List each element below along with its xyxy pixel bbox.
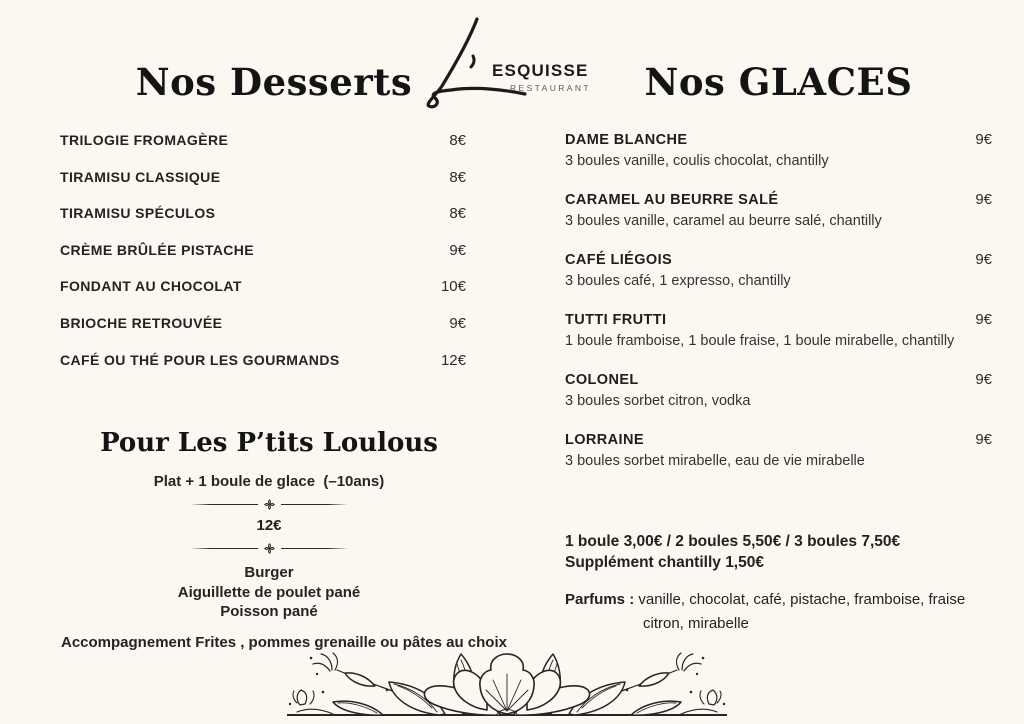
item-name: TIRAMISU CLASSIQUE xyxy=(60,168,221,185)
item-price: 9€ xyxy=(975,311,992,328)
logo-subtitle: RESTAURANT xyxy=(510,83,591,93)
menu-item-row xyxy=(60,205,466,223)
kids-menu-section xyxy=(61,428,507,651)
ornament-divider xyxy=(190,499,348,510)
item-name: CAFÉ LIÉGOIS xyxy=(565,252,673,268)
four-petal-cross-icon xyxy=(264,543,275,554)
parfums-flavors: vanille, chocolat, café, pistache, framboise, fraise xyxy=(634,591,966,608)
menu-item-block xyxy=(565,191,992,231)
item-price: 9€ xyxy=(449,314,466,332)
kids-formula: Plat + 1 boule de glace (–10ans) xyxy=(153,473,385,490)
logo-name: ESQUISSE xyxy=(492,61,589,80)
menu-item-row xyxy=(60,132,466,147)
parfums-line xyxy=(565,590,965,610)
scoop-pricing-line: 1 boule 3,00€ / 2 boules 5,50€ / 3 boules 7,50€ xyxy=(565,533,901,550)
item-name: TRILOGIE FROMAGÈRE xyxy=(60,132,229,148)
kids-options xyxy=(61,563,477,622)
item-name: BRIOCHE RETROUVÉE xyxy=(60,314,223,331)
kids-option: Aiguillette de poulet pané xyxy=(177,583,361,601)
item-name: LORRAINE xyxy=(565,432,644,448)
glaces-section-title: Nos GLACES xyxy=(644,60,913,104)
item-price: 12€ xyxy=(440,351,466,369)
menu-item-row xyxy=(60,352,466,367)
parfums-line: citron, mirabelle xyxy=(643,615,749,632)
divider-line xyxy=(190,504,258,505)
item-description: 3 boules café, 1 expresso, chantilly xyxy=(565,273,791,289)
glaces-list xyxy=(565,131,992,491)
item-name: TIRAMISU SPÉCULOS xyxy=(60,205,216,222)
item-description: 3 boules sorbet citron, vodka xyxy=(565,393,751,409)
menu-item-block xyxy=(565,371,992,411)
item-price: 8€ xyxy=(449,205,466,223)
item-description: 3 boules vanille, caramel au beurre salé, chantilly xyxy=(565,213,882,229)
kids-sides: Accompagnement Frites , pommes grenaille ou pâtes au choix xyxy=(61,633,507,651)
kids-price: 12€ xyxy=(256,517,282,534)
scoop-pricing xyxy=(565,531,900,573)
item-name: CARAMEL AU BEURRE SALÉ xyxy=(565,192,779,208)
item-price: 8€ xyxy=(449,168,466,186)
ornament-divider xyxy=(190,543,348,554)
item-name: DAME BLANCHE xyxy=(565,132,688,148)
item-price: 9€ xyxy=(975,431,992,448)
divider-line xyxy=(281,548,349,549)
kids-section-title: Pour Les P’tits Loulous xyxy=(100,428,438,458)
parfums-list xyxy=(565,590,965,634)
item-price: 8€ xyxy=(449,132,466,149)
item-name: TUTTI FRUTTI xyxy=(565,312,667,328)
item-description: 3 boules sorbet mirabelle, eau de vie mirabelle xyxy=(565,453,865,469)
item-price: 9€ xyxy=(975,371,992,388)
desserts-list xyxy=(60,132,466,388)
four-petal-cross-icon xyxy=(264,499,275,510)
item-name: COLONEL xyxy=(565,372,639,388)
menu-item-block xyxy=(565,131,992,171)
item-description: 3 boules vanille, coulis chocolat, chantilly xyxy=(565,153,829,169)
item-price: 9€ xyxy=(975,131,992,148)
kids-option: Poisson pané xyxy=(220,603,318,620)
item-name: FONDANT AU CHOCOLAT xyxy=(60,278,242,295)
desserts-section-title: Nos Desserts xyxy=(135,60,413,104)
item-price: 9€ xyxy=(975,251,992,268)
parfums-label: Parfums : xyxy=(565,591,635,608)
menu-item-row xyxy=(60,278,466,296)
item-price: 9€ xyxy=(449,241,466,259)
scoop-pricing-line: Supplément chantilly 1,50€ xyxy=(565,554,764,571)
kids-option: Burger xyxy=(244,564,294,581)
item-price: 10€ xyxy=(440,278,466,296)
item-name: CRÈME BRÛLÉE PISTACHE xyxy=(60,241,255,258)
item-description: 1 boule framboise, 1 boule fraise, 1 boule mirabelle, chantilly xyxy=(565,333,955,349)
divider-line xyxy=(190,548,258,549)
menu-item-row xyxy=(60,315,466,330)
menu-item-row xyxy=(60,242,466,257)
menu-item-row xyxy=(60,169,466,184)
menu-item-block xyxy=(565,431,992,471)
item-name: CAFÉ OU THÉ POUR LES GOURMANDS xyxy=(60,351,340,368)
menu-item-block xyxy=(565,251,992,291)
menu-item-block xyxy=(565,311,992,351)
divider-line xyxy=(281,504,349,505)
floral-divider-icon xyxy=(283,648,731,722)
item-price: 9€ xyxy=(975,191,992,208)
